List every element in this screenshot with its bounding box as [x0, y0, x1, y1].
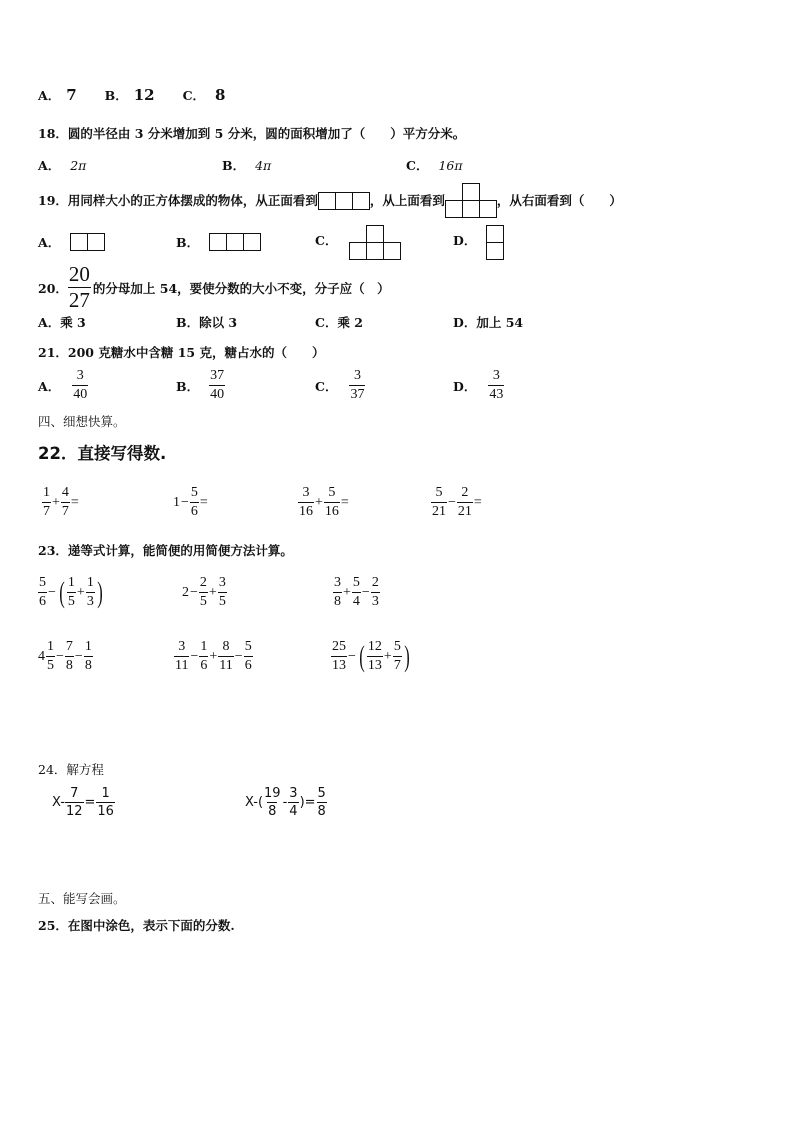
q20-option-b: B．除以 3	[176, 315, 238, 330]
frac-den: 6	[39, 594, 46, 609]
q20-frac-den: 27	[68, 288, 90, 312]
q18-c-value: 16π	[438, 157, 463, 173]
q23-expr-r1-1	[38, 576, 105, 609]
q19-d-figure	[486, 225, 505, 261]
frac-num: 1	[101, 786, 110, 801]
q19-stem-part1: 19．用同样大小的正方体摆成的物体，从正面看到	[38, 193, 318, 208]
frac-den: 8	[65, 658, 73, 673]
q19-b-figure	[209, 233, 262, 251]
fraction	[431, 486, 447, 519]
fraction	[218, 640, 233, 673]
q22-expr-4	[431, 486, 483, 519]
q19-option-a	[38, 233, 106, 251]
frac-num: 2	[371, 575, 379, 590]
q23-expr-r2-3	[331, 640, 412, 673]
variable: X-	[52, 795, 65, 810]
frac-num: 1	[200, 639, 208, 654]
operator: −	[181, 494, 189, 510]
frac-num: 5	[244, 639, 252, 654]
frac-den: 11	[219, 658, 233, 673]
frac-den: 7	[393, 658, 401, 673]
frac-num: 1	[47, 639, 54, 654]
frac-den: 4	[289, 804, 298, 819]
q19-a-label: A．	[38, 235, 61, 250]
whole-number: 1	[173, 494, 180, 510]
fraction	[65, 640, 74, 673]
fraction	[331, 640, 347, 673]
frac-num: 3	[302, 485, 310, 500]
operator: −	[348, 648, 356, 664]
frac-num: 5	[317, 786, 326, 801]
frac-den: 5	[199, 594, 207, 609]
q17-c-label: C．	[182, 88, 206, 103]
q20-fraction	[68, 264, 91, 311]
frac-num: 5	[190, 485, 198, 500]
q25-stem: 25．在图中涂色，表示下面的分数.	[38, 918, 235, 933]
frac-den: 40	[210, 387, 225, 402]
left-paren: (	[359, 639, 365, 673]
q17-c-value: 8	[215, 86, 226, 104]
fraction	[46, 640, 55, 673]
fraction	[393, 640, 402, 673]
q19-option-c	[315, 225, 402, 261]
q21-d-label: D．	[453, 378, 477, 394]
frac-den: 21	[457, 504, 472, 519]
fraction	[96, 787, 115, 818]
frac-den: 13	[367, 658, 382, 673]
fraction	[371, 576, 380, 609]
frac-num: 3	[76, 368, 84, 383]
frac-num: 5	[39, 575, 46, 590]
front-view-figure	[318, 192, 370, 211]
q22-expr-3	[298, 486, 350, 519]
q24-stem: 24．解方程	[38, 762, 104, 777]
frac-num: 25	[332, 639, 346, 654]
frac-num: 5	[352, 575, 360, 590]
q22-expr-2	[173, 486, 209, 519]
fraction	[61, 486, 70, 519]
q17-b-value: 12	[133, 86, 155, 104]
operator: −	[74, 648, 83, 664]
equals: =	[70, 494, 79, 510]
section-4-heading: 四、细想快算。	[38, 414, 126, 429]
q19-stem-part2: ，从上面看到	[369, 193, 445, 208]
equals: =	[340, 494, 349, 510]
q19-b-label: B．	[176, 235, 200, 250]
frac-den: 8	[334, 594, 341, 609]
fraction	[199, 576, 208, 609]
operator: −	[234, 648, 243, 664]
fraction	[84, 640, 93, 673]
operator: −	[56, 648, 64, 664]
q18-c-label: C．	[406, 158, 429, 173]
q18-option-b	[222, 156, 271, 174]
q23-expr-r1-3	[333, 576, 380, 609]
fraction	[190, 486, 199, 519]
fraction	[174, 640, 189, 673]
q20-option-c: C．乘 2	[315, 315, 363, 330]
whole-number: 4	[38, 648, 45, 664]
frac-num: 3	[218, 575, 226, 590]
q18-a-value: 2π	[70, 157, 87, 173]
q24-equation-1	[52, 787, 115, 818]
operator: +	[208, 584, 217, 600]
frac-den: 40	[73, 387, 88, 402]
fraction	[324, 486, 340, 519]
operator: +	[52, 494, 60, 510]
q18-option-c	[406, 156, 463, 174]
q19-stem-part3: ，从右面看到（ ）	[496, 193, 622, 208]
q20-number: 20．	[38, 280, 68, 296]
q21-a-fraction	[72, 369, 88, 402]
frac-num: 19	[264, 786, 281, 801]
frac-den: 37	[350, 387, 365, 402]
frac-den: 13	[332, 658, 346, 673]
frac-den: 6	[244, 658, 252, 673]
q20-option-d: D．加上 54	[453, 315, 524, 330]
fraction	[263, 787, 282, 818]
q21-option-b	[176, 369, 225, 402]
frac-num: 1	[67, 575, 75, 590]
frac-num: 3	[178, 639, 186, 654]
operator: +	[209, 648, 218, 664]
fraction	[199, 640, 208, 673]
whole-number: 2	[182, 584, 189, 600]
q21-option-a	[38, 369, 88, 402]
q21-b-label: B．	[176, 378, 200, 394]
operator: +	[315, 494, 323, 510]
frac-num: 3	[353, 368, 361, 383]
frac-num: 5	[328, 485, 336, 500]
fraction	[333, 576, 342, 609]
frac-den: 16	[324, 504, 339, 519]
frac-den: 21	[432, 504, 446, 519]
q20-stem	[38, 264, 390, 311]
fraction	[38, 576, 47, 609]
frac-num: 1	[43, 485, 50, 500]
q19-option-d	[453, 225, 505, 261]
q17-b-label: B．	[104, 88, 128, 103]
q21-a-label: A．	[38, 378, 61, 394]
frac-den: 3	[86, 594, 94, 609]
q24-equation-2	[245, 787, 327, 818]
fraction	[288, 787, 298, 818]
frac-num: 3	[289, 786, 298, 801]
q18-b-value: 4π	[255, 157, 272, 173]
q21-option-c	[315, 369, 365, 402]
fraction	[244, 640, 253, 673]
q18-option-a	[38, 156, 86, 174]
frac-den: 3	[371, 594, 379, 609]
q21-d-fraction	[488, 369, 504, 402]
equals: =	[84, 795, 96, 810]
top-view-figure	[445, 183, 497, 218]
q20-frac-num: 20	[68, 262, 90, 286]
frac-den: 11	[175, 658, 189, 673]
fraction	[218, 576, 227, 609]
operator: −	[190, 584, 198, 600]
fraction	[65, 787, 84, 818]
frac-den: 12	[65, 804, 83, 819]
frac-den: 8	[84, 658, 92, 673]
operator: +	[76, 584, 85, 600]
section-5-heading: 五、能写会画。	[38, 891, 126, 906]
q19-d-label: D．	[453, 233, 477, 248]
q20-option-a: A．乘 3	[38, 315, 86, 330]
variable: X-(	[245, 795, 264, 810]
fraction	[298, 486, 314, 519]
q18-a-label: A．	[38, 158, 61, 173]
frac-num: 4	[61, 485, 69, 500]
frac-den: 16	[97, 804, 114, 819]
q21-option-d	[453, 369, 504, 402]
q19-a-figure	[70, 233, 106, 251]
q19-c-label: C．	[315, 233, 338, 248]
q18-stem: 18．圆的半径由 3 分米增加到 5 分米，圆的面积增加了（ ）平方分米。	[38, 126, 466, 141]
q21-c-fraction	[349, 369, 365, 402]
operator: +	[383, 648, 392, 664]
frac-num: 2	[199, 575, 207, 590]
q21-b-fraction	[209, 369, 225, 402]
q17-a-label: A．	[38, 88, 61, 103]
fraction	[67, 576, 76, 609]
fraction	[457, 486, 473, 519]
left-paren: (	[59, 575, 65, 609]
frac-den: 43	[489, 387, 504, 402]
fraction	[352, 576, 361, 609]
fraction	[86, 576, 95, 609]
operator: −	[448, 494, 456, 510]
frac-den: 8	[268, 804, 277, 819]
frac-den: 4	[352, 594, 360, 609]
q19-option-b	[176, 233, 262, 251]
fraction	[367, 640, 383, 673]
q22-stem: 22．直接写得数.	[38, 444, 167, 463]
equals: =	[199, 494, 208, 510]
fraction	[317, 787, 327, 818]
frac-den: 6	[200, 658, 208, 673]
q19-c-figure	[349, 225, 402, 261]
q21-stem: 21．200 克糖水中含糖 15 克，糖占水的（ ）	[38, 345, 325, 360]
q19-stem	[38, 183, 622, 219]
q23-expr-r2-2	[174, 640, 253, 673]
frac-num: 37	[210, 368, 225, 383]
frac-num: 12	[367, 639, 382, 654]
operator: −	[190, 648, 199, 664]
right-paren: )	[97, 575, 103, 609]
frac-num: 8	[222, 639, 230, 654]
frac-num: 3	[334, 575, 341, 590]
q23-stem: 23．递等式计算，能简便的用简便方法计算。	[38, 543, 293, 558]
frac-den: 5	[218, 594, 226, 609]
operator: +	[343, 584, 351, 600]
frac-num: 2	[461, 485, 469, 500]
frac-num: 7	[70, 786, 79, 801]
operator: -	[282, 795, 288, 810]
frac-num: 5	[393, 639, 401, 654]
frac-den: 8	[317, 804, 326, 819]
fraction	[42, 486, 51, 519]
frac-num: 1	[86, 575, 94, 590]
q23-expr-r1-2	[182, 576, 227, 609]
frac-num: 7	[65, 639, 73, 654]
right-paren-equals: )=	[299, 795, 316, 810]
q17-options	[38, 86, 225, 104]
frac-den: 16	[299, 504, 313, 519]
right-paren: )	[404, 639, 410, 673]
operator: −	[361, 584, 370, 600]
q21-c-label: C．	[315, 378, 338, 394]
frac-den: 7	[43, 504, 50, 519]
frac-num: 3	[492, 368, 500, 383]
frac-num: 1	[84, 639, 92, 654]
equals: =	[473, 494, 482, 510]
frac-den: 5	[47, 658, 54, 673]
frac-den: 7	[61, 504, 69, 519]
q17-a-value: 7	[66, 86, 77, 104]
q20-stem-text: 的分母加上 54，要使分数的大小不变，分子应（ ）	[92, 280, 390, 296]
q18-b-label: B．	[222, 158, 246, 173]
q22-expr-1	[42, 486, 80, 519]
frac-den: 6	[190, 504, 198, 519]
q23-expr-r2-1	[38, 640, 93, 673]
frac-den: 5	[67, 594, 75, 609]
frac-num: 5	[435, 485, 443, 500]
operator: −	[48, 584, 56, 600]
